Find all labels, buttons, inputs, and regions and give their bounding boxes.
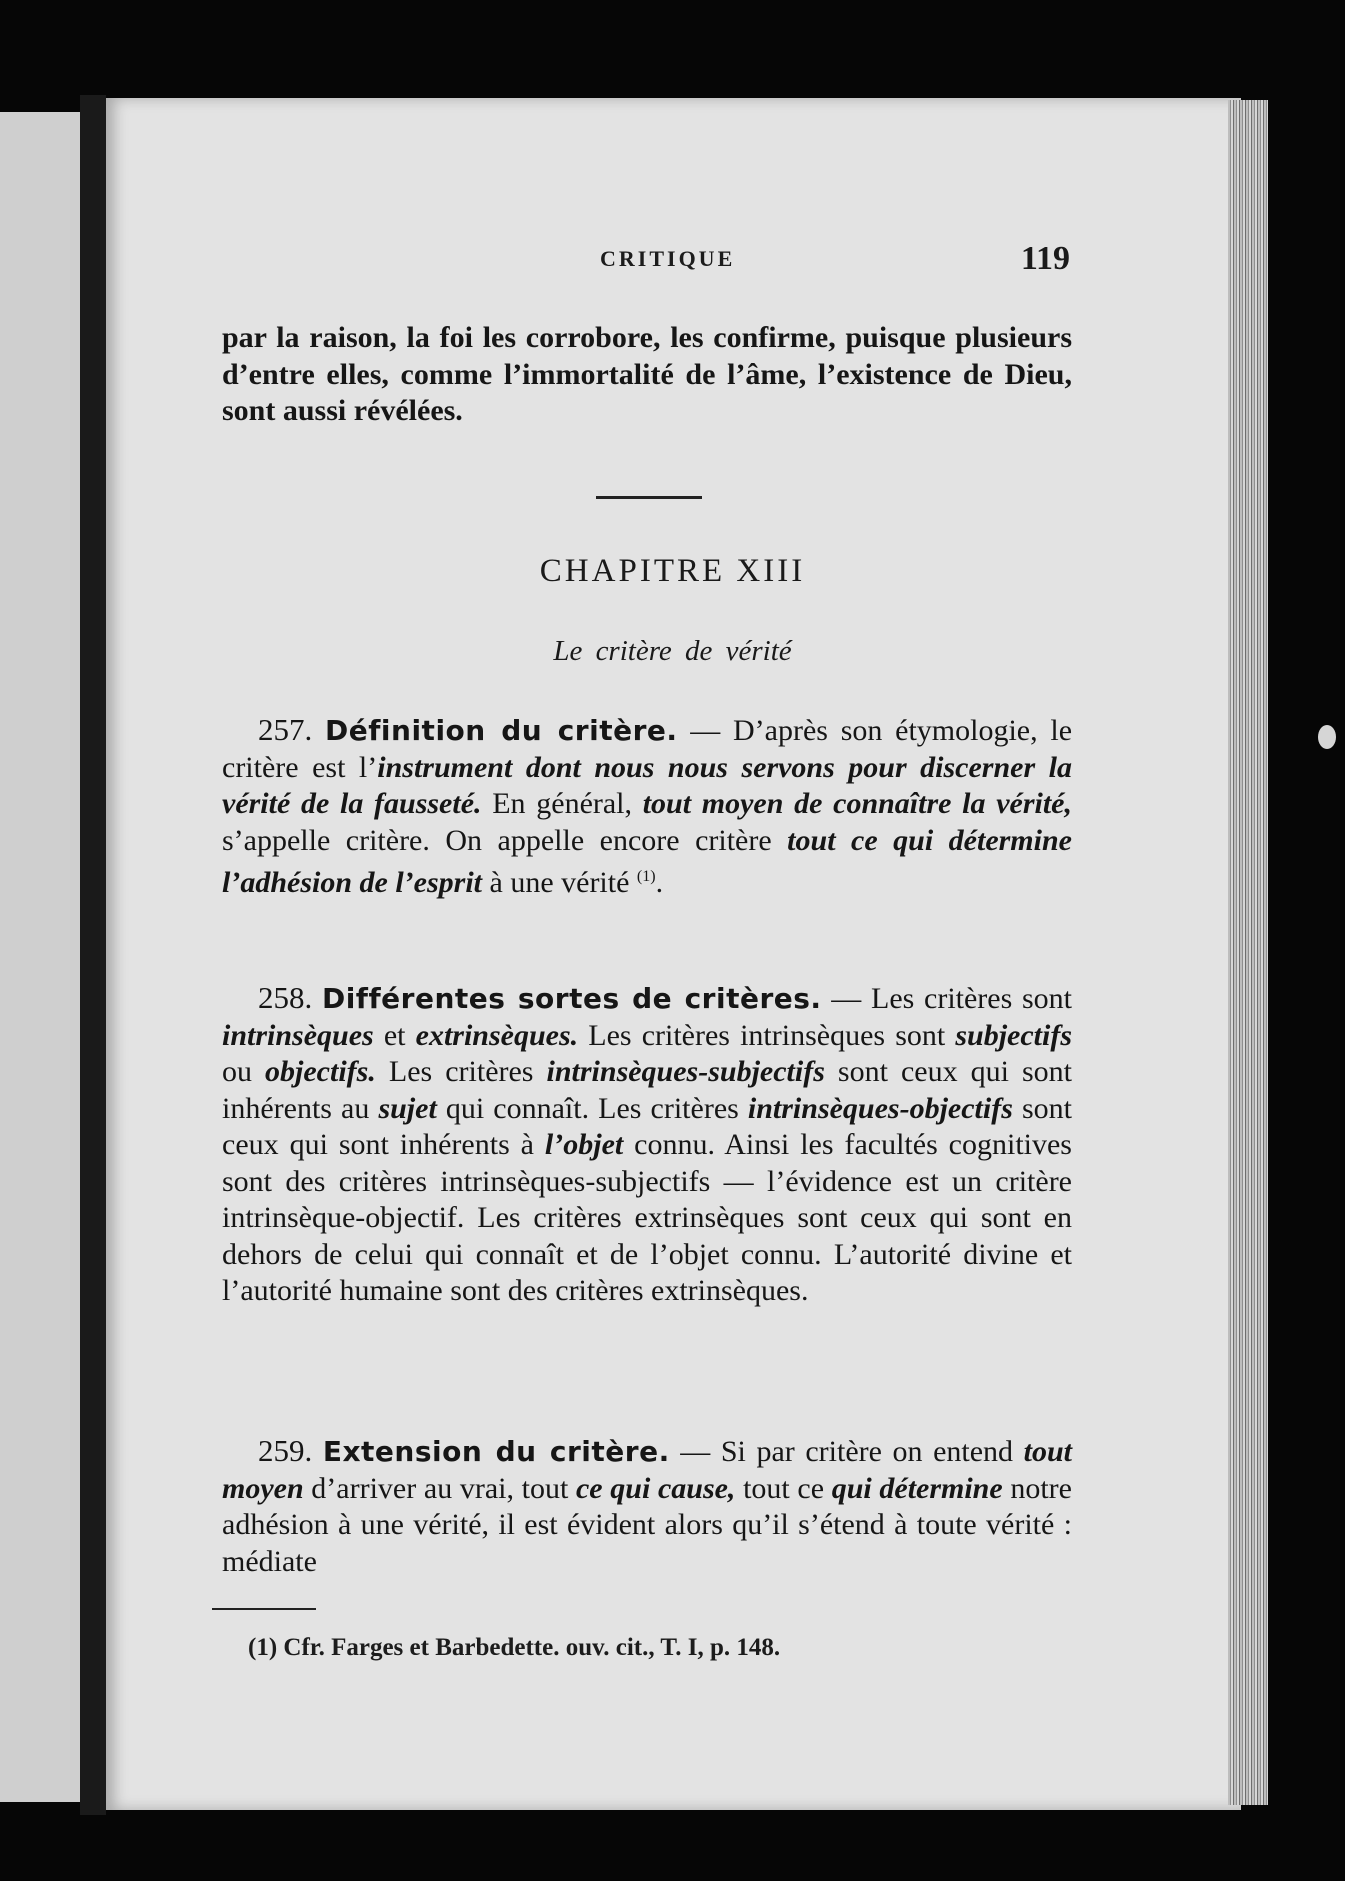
italic-run: tout moyen <box>222 1435 1072 1505</box>
text-run: qui connaît. Les critères <box>436 1091 748 1125</box>
text-run: — Les critères sont <box>821 982 1073 1015</box>
italic-run: tout ce qui détermine l’adhésion de l’esprit <box>222 823 1072 899</box>
italic-run: instrument dont nous nous servons pour discerner la vérité de la fausseté. <box>222 750 1072 820</box>
section-number: 257. <box>258 712 313 747</box>
text-run: Les critères intrinsèques sont <box>578 1018 956 1052</box>
speck <box>1318 725 1336 749</box>
text-run: d’arriver au vrai, tout <box>303 1471 576 1505</box>
text-run: notre adhésion à une vérité, il est évident alors qu’il s’étend à toute vérité : médiate <box>222 1471 1072 1578</box>
text-run: En général, <box>481 787 643 820</box>
text-run: ou <box>222 1055 266 1088</box>
section-259 <box>222 1433 1072 1580</box>
italic-run: ce qui cause, <box>575 1471 736 1505</box>
section-heading: Définition du critère. <box>325 714 678 747</box>
italic-run: tout moyen de connaître la vérité, <box>642 787 1072 820</box>
italic-run: extrinsèques. <box>415 1018 579 1052</box>
section-divider <box>596 496 702 499</box>
italic-run: intrinsèques <box>222 1018 374 1052</box>
footnote: (1) Cfr. Farges et Barbedette. ouv. cit., T. I, p. 148. <box>248 1634 781 1661</box>
intro-paragraph: par la raison, la foi les corrobore, les confirme, puisque plusieurs d’entre elles, comme l’immortalité de l’âme, l’existence de Dieu, sont aussi révélées. <box>222 321 1072 427</box>
book-spine <box>80 95 106 1815</box>
italic-run: intrinsèques-subjectifs <box>546 1055 825 1088</box>
chapter-title: CHAPITRE XIII <box>539 553 806 589</box>
section-number: 258. <box>258 980 313 1015</box>
text-run: tout ce <box>735 1471 832 1505</box>
italic-run: qui détermine <box>831 1471 1003 1505</box>
text-run: — D’après son étymologie, le critère est l’ <box>222 714 1073 784</box>
italic-run: subjectifs <box>955 1018 1072 1052</box>
text-run: connu. Ainsi les facultés cognitives sont des critères intrinsèques-subjectifs — l’évidence est un critère intrinsèque-objectif. Les critères extrinsèques sont ceux qui sont en dehors de celui qui connaît et de l’objet connu. L’autorité divine et l’autorité humaine sont des critères extrinsèques. <box>222 1128 1072 1307</box>
italic-run: objectifs. <box>265 1055 376 1088</box>
text-run: Les critères <box>375 1055 547 1088</box>
section-number: 259. <box>258 1433 313 1468</box>
page-number: 119 <box>1020 240 1070 277</box>
text-run: s’appelle critère. On appelle encore critère <box>222 823 788 857</box>
footnote-ref: (1) <box>636 868 656 885</box>
running-title: CRITIQUE <box>600 246 736 271</box>
italic-run: sujet <box>378 1091 437 1125</box>
text-run: et <box>373 1018 416 1052</box>
section-heading: Extension du critère. <box>322 1435 670 1468</box>
italic-run: l’objet <box>544 1128 624 1161</box>
chapter-subtitle: Le critère de vérité <box>553 635 792 667</box>
left-page-edge <box>0 112 80 1802</box>
section-258 <box>222 980 1072 1310</box>
text-run: sont ceux qui sont inhérents à <box>222 1091 1072 1161</box>
page-header <box>230 240 1070 280</box>
section-257 <box>222 712 1072 902</box>
text-run: sont ceux qui sont inhérents au <box>222 1055 1072 1125</box>
footnote-rule <box>212 1608 316 1610</box>
section-heading: Différentes sortes de critères. <box>321 982 822 1015</box>
page-edges <box>1228 100 1268 1805</box>
text-run: — Si par critère on entend <box>669 1435 1024 1468</box>
italic-run: intrinsèques-objectifs <box>747 1091 1013 1125</box>
text-run: à une vérité <box>482 866 637 899</box>
text-run: . <box>655 866 664 899</box>
